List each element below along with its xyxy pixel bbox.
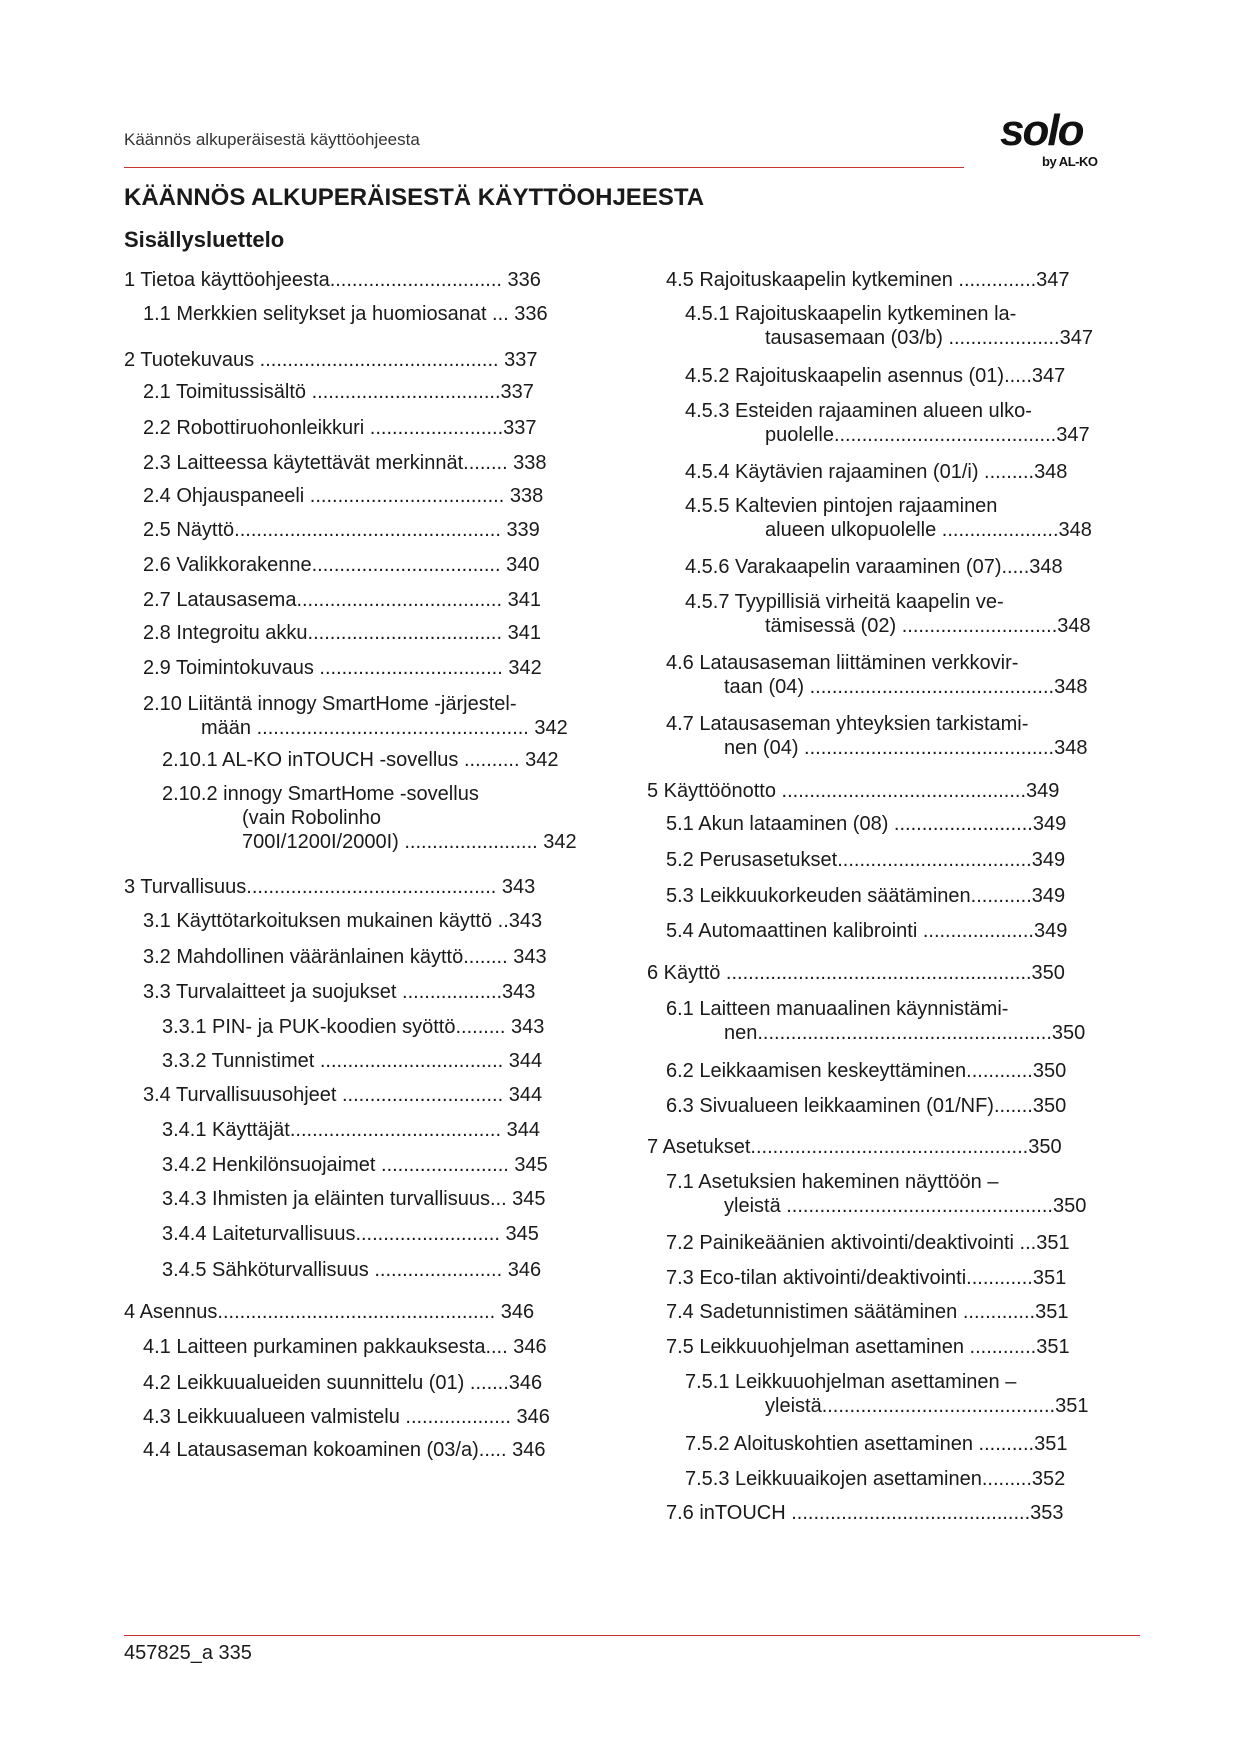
toc-entry[interactable]: 700I/1200I/2000I) ........................ 342 [242,831,577,853]
toc-entry[interactable]: 3 Turvallisuus............................................. 343 [124,876,536,898]
toc-entry[interactable]: 2.10 Liitäntä innogy SmartHome -järjestel- [143,693,517,715]
toc-entry[interactable]: 3.4.3 Ihmisten ja eläinten turvallisuus... 345 [162,1188,546,1210]
running-title: Käännös alkuperäisestä käyttöohjeesta [124,130,420,149]
toc-entry[interactable]: 4.5.2 Rajoituskaapelin asennus (01).....347 [685,365,1066,387]
footer-rule [124,1635,1140,1636]
toc-entry[interactable]: 5.2 Perusasetukset...................................349 [666,849,1066,871]
toc-entry[interactable]: 7.4 Sadetunnistimen säätäminen .............351 [666,1301,1069,1323]
toc-entry[interactable]: 7.1 Asetuksien hakeminen näyttöön – [666,1171,999,1193]
toc-entry[interactable]: 3.4.4 Laiteturvallisuus.......................... 345 [162,1223,539,1245]
toc-entry[interactable]: tausasemaan (03/b) ....................347 [765,327,1093,349]
toc-entry[interactable]: (vain Robolinho [242,807,381,829]
toc-entry[interactable]: 2.5 Näyttö................................................ 339 [143,519,540,541]
toc-entry[interactable]: 3.4.1 Käyttäjät...................................... 344 [162,1119,540,1141]
toc-entry[interactable]: 7.3 Eco-tilan aktivointi/deaktivointi............351 [666,1267,1067,1289]
toc-entry[interactable]: 7.6 inTOUCH ...........................................353 [666,1502,1064,1524]
toc-entry[interactable]: 4 Asennus.................................................. 346 [124,1301,535,1323]
toc-entry[interactable]: 5.4 Automaattinen kalibrointi ....................349 [666,920,1068,942]
toc-entry[interactable]: 2.1 Toimitussisältö ..................................337 [143,381,534,403]
toc-entry[interactable]: 4.6 Latausaseman liittäminen verkkovir- [666,652,1019,674]
toc-entry[interactable]: nen.....................................................350 [724,1022,1086,1044]
toc-entry[interactable]: 2.7 Latausasema..................................... 341 [143,589,541,611]
toc-entry[interactable]: 2.3 Laitteessa käytettävät merkinnät........ 338 [143,452,547,474]
toc-entry[interactable]: 7.5.3 Leikkuuaikojen asettaminen.........352 [685,1468,1066,1490]
toc-entry[interactable]: 3.3 Turvalaitteet ja suojukset ..................343 [143,981,536,1003]
toc-entry[interactable]: puolelle........................................347 [765,424,1090,446]
toc-entry[interactable]: 7.5.2 Aloituskohtien asettaminen ..........351 [685,1433,1068,1455]
toc-entry[interactable]: 4.3 Leikkuualueen valmistelu ................... 346 [143,1406,550,1428]
toc-entry[interactable]: mään ................................................. 342 [201,717,568,739]
toc-entry[interactable]: 2.4 Ohjauspaneeli ................................... 338 [143,485,544,507]
toc-entry[interactable]: 5.3 Leikkuukorkeuden säätäminen...........349 [666,885,1066,907]
toc-entry[interactable]: 4.4 Latausaseman kokoaminen (03/a)..... 346 [143,1439,546,1461]
toc-entry[interactable]: 3.4 Turvallisuusohjeet ............................. 344 [143,1084,543,1106]
toc-entry[interactable]: 3.1 Käyttötarkoituksen mukainen käyttö ..343 [143,910,543,932]
toc-entry[interactable]: 1 Tietoa käyttöohjeesta............................... 336 [124,269,541,291]
toc-entry[interactable]: alueen ulkopuolelle .....................348 [765,519,1092,541]
toc-entry[interactable]: yleistä..........................................351 [765,1395,1089,1417]
toc-entry[interactable]: 4.2 Leikkuualueiden suunnittelu (01) .......346 [143,1372,543,1394]
toc-entry[interactable]: 3.4.2 Henkilönsuojaimet ....................... 345 [162,1154,548,1176]
logo-byline: by AL-KO [1042,154,1098,169]
toc-entry[interactable]: 3.3.1 PIN- ja PUK-koodien syöttö......... 343 [162,1016,545,1038]
toc-entry[interactable]: 2.2 Robottiruohonleikkuri ........................337 [143,417,537,439]
toc-entry[interactable]: 3.3.2 Tunnistimet ................................. 344 [162,1050,543,1072]
toc-entry[interactable]: 3.2 Mahdollinen vääränlainen käyttö........ 343 [143,946,547,968]
toc-entry[interactable]: 4.5.6 Varakaapelin varaaminen (07).....348 [685,556,1063,578]
toc-entry[interactable]: 2.6 Valikkorakenne.................................. 340 [143,554,540,576]
toc-entry[interactable]: 6.1 Laitteen manuaalinen käynnistämi- [666,998,1009,1020]
toc-entry[interactable]: 2.8 Integroitu akku................................... 341 [143,622,541,644]
toc-heading: Sisällysluettelo [124,227,285,252]
toc-entry[interactable]: 4.7 Latausaseman yhteyksien tarkistami- [666,713,1029,735]
page-title: KÄÄNNÖS ALKUPERÄISESTÄ KÄYTTÖOHJEESTA [124,184,705,211]
toc-entry[interactable]: 6.2 Leikkaamisen keskeyttäminen............350 [666,1060,1067,1082]
toc-entry[interactable]: 7.5 Leikkuuohjelman asettaminen ............351 [666,1336,1070,1358]
toc-entry[interactable]: 4.5.3 Esteiden rajaaminen alueen ulko- [685,400,1032,422]
toc-entry[interactable]: 4.1 Laitteen purkaminen pakkauksesta.... 346 [143,1336,547,1358]
toc-entry[interactable]: 7.2 Painikeäänien aktivointi/deaktivointi ...351 [666,1232,1070,1254]
toc-entry[interactable]: 1.1 Merkkien selitykset ja huomiosanat ... 336 [143,303,548,325]
toc-entry[interactable]: 3.4.5 Sähköturvallisuus ....................... 346 [162,1259,542,1281]
toc-entry[interactable]: 2.10.1 AL-KO inTOUCH -sovellus .......... 342 [162,749,559,771]
toc-entry[interactable]: 2.9 Toimintokuvaus ................................. 342 [143,657,542,679]
toc-entry[interactable]: 7.5.1 Leikkuuohjelman asettaminen – [685,1371,1017,1393]
page-footer: 457825_a 335 [124,1642,252,1664]
toc-entry[interactable]: taan (04) ............................................348 [724,676,1088,698]
toc-entry[interactable]: 4.5 Rajoituskaapelin kytkeminen ..............347 [666,269,1070,291]
toc-entry[interactable]: 4.5.4 Käytävien rajaaminen (01/i) .........348 [685,461,1068,483]
toc-entry[interactable]: tämisessä (02) ............................348 [765,615,1091,637]
toc-entry[interactable]: 6.3 Sivualueen leikkaaminen (01/NF).......350 [666,1095,1067,1117]
logo-brand: solo [1000,106,1083,155]
toc-entry[interactable]: 5.1 Akun lataaminen (08) .........................349 [666,813,1067,835]
toc-entry[interactable]: 2 Tuotekuvaus ........................................... 337 [124,349,538,371]
toc-entry[interactable]: 5 Käyttöönotto ............................................349 [647,780,1060,802]
toc-entry[interactable]: yleistä ................................................350 [724,1195,1087,1217]
toc-entry[interactable]: 7 Asetukset..................................................350 [647,1136,1062,1158]
toc-entry[interactable]: 2.10.2 innogy SmartHome -sovellus [162,783,479,805]
toc-entry[interactable]: 4.5.5 Kaltevien pintojen rajaaminen [685,495,998,517]
toc-entry[interactable]: 4.5.7 Tyypillisiä virheitä kaapelin ve- [685,591,1004,613]
toc-entry[interactable]: 6 Käyttö .......................................................350 [647,962,1065,984]
toc-entry[interactable]: 4.5.1 Rajoituskaapelin kytkeminen la- [685,303,1017,325]
toc-entry[interactable]: nen (04) .............................................348 [724,737,1088,759]
